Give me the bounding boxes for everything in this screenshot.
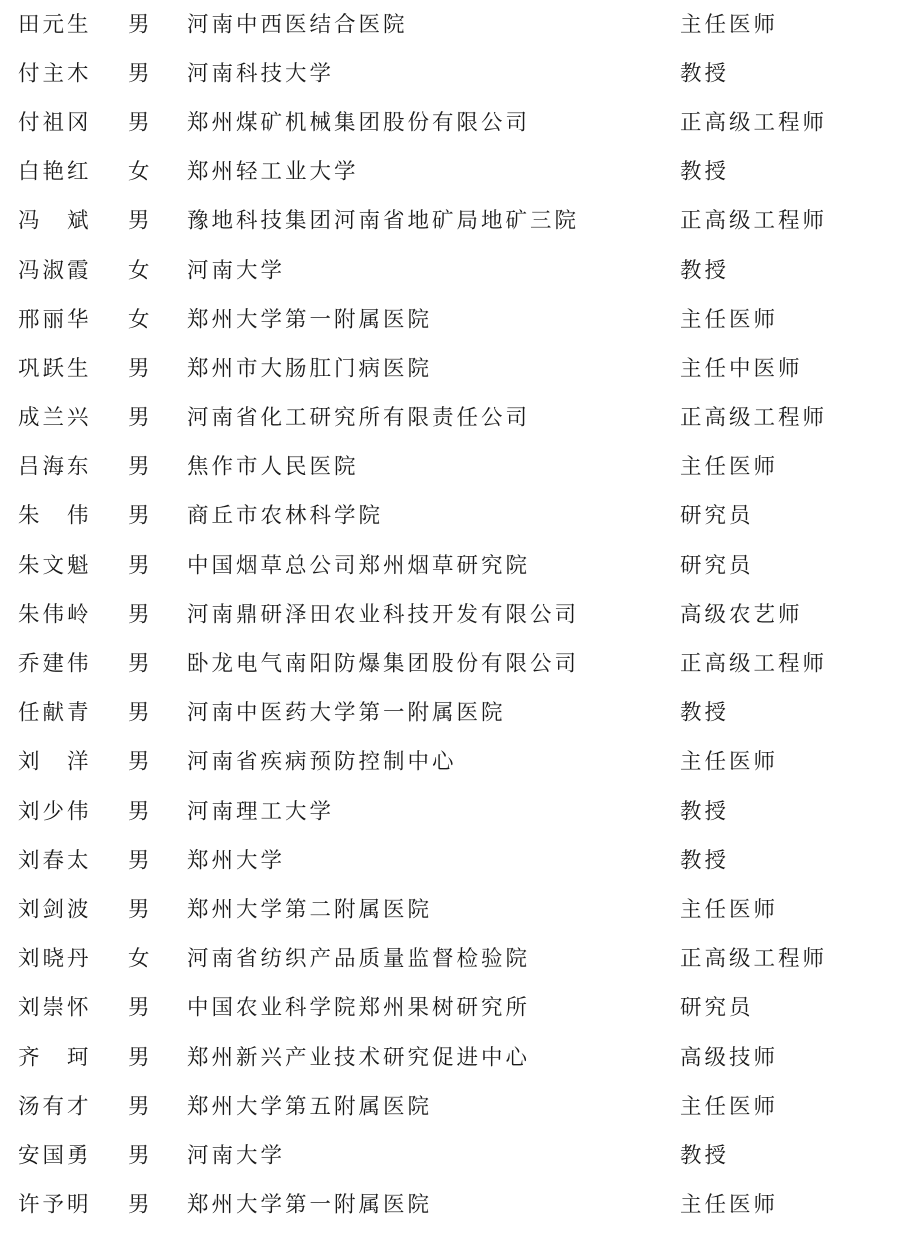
list-item	[0, 49, 900, 98]
list-item	[0, 443, 900, 492]
person-name: 冯 斌	[18, 208, 92, 234]
person-title: 高级农艺师	[680, 602, 803, 628]
person-organization: 中国农业科学院郑州果树研究所	[187, 995, 531, 1021]
person-gender: 女	[128, 159, 153, 185]
person-title: 教授	[680, 257, 730, 283]
person-title: 主任医师	[680, 1192, 779, 1218]
list-item	[0, 1033, 900, 1082]
list-item	[0, 1082, 900, 1131]
person-organization: 卧龙电气南阳防爆集团股份有限公司	[187, 651, 580, 677]
list-item	[0, 492, 900, 541]
person-organization: 郑州大学第一附属医院	[187, 1192, 433, 1218]
person-title: 教授	[680, 61, 730, 87]
person-title: 研究员	[680, 995, 754, 1021]
person-gender: 男	[128, 1192, 153, 1218]
list-item	[0, 1131, 900, 1180]
person-gender: 男	[128, 11, 153, 37]
person-name: 付主木	[18, 61, 92, 87]
person-gender: 男	[128, 110, 153, 136]
list-item	[0, 295, 900, 344]
person-name: 刘春太	[18, 848, 92, 874]
list-item	[0, 197, 900, 246]
person-organization: 河南大学	[187, 257, 286, 283]
person-title: 主任医师	[680, 749, 779, 775]
person-gender: 男	[128, 503, 153, 529]
person-name: 巩跃生	[18, 356, 92, 382]
person-organization: 郑州煤矿机械集团股份有限公司	[187, 110, 531, 136]
person-title: 主任医师	[680, 1093, 779, 1119]
person-organization: 河南省疾病预防控制中心	[187, 749, 457, 775]
person-title: 正高级工程师	[680, 651, 828, 677]
person-title: 教授	[680, 798, 730, 824]
person-name: 冯淑霞	[18, 257, 92, 283]
person-gender: 男	[128, 651, 153, 677]
person-gender: 男	[128, 848, 153, 874]
list-item	[0, 935, 900, 984]
person-title: 正高级工程师	[680, 208, 828, 234]
person-title: 高级技师	[680, 1044, 779, 1070]
person-name: 刘少伟	[18, 798, 92, 824]
list-item	[0, 1181, 900, 1230]
list-item	[0, 639, 900, 688]
person-name: 安国勇	[18, 1143, 92, 1169]
list-item	[0, 394, 900, 443]
person-organization: 郑州大学第二附属医院	[187, 897, 433, 923]
person-organization: 河南省纺织产品质量监督检验院	[187, 946, 531, 972]
person-gender: 男	[128, 405, 153, 431]
person-name: 任献青	[18, 700, 92, 726]
person-gender: 男	[128, 1093, 153, 1119]
person-title: 教授	[680, 1143, 730, 1169]
list-item	[0, 836, 900, 885]
person-organization: 郑州大学第一附属医院	[187, 306, 433, 332]
person-organization: 豫地科技集团河南省地矿局地矿三院	[187, 208, 580, 234]
person-title: 主任医师	[680, 897, 779, 923]
person-name: 白艳红	[18, 159, 92, 185]
person-name: 付祖冈	[18, 110, 92, 136]
person-organization: 中国烟草总公司郑州烟草研究院	[187, 552, 531, 578]
person-name: 乔建伟	[18, 651, 92, 677]
person-organization: 焦作市人民医院	[187, 454, 359, 480]
person-title: 主任中医师	[680, 356, 803, 382]
person-gender: 男	[128, 61, 153, 87]
person-name: 刘 洋	[18, 749, 92, 775]
person-name: 齐 珂	[18, 1044, 92, 1070]
person-title: 主任医师	[680, 11, 779, 37]
list-item	[0, 246, 900, 295]
person-organization: 河南科技大学	[187, 61, 335, 87]
person-name: 朱 伟	[18, 503, 92, 529]
person-name: 许予明	[18, 1192, 92, 1218]
person-organization: 郑州轻工业大学	[187, 159, 359, 185]
person-organization: 商丘市农林科学院	[187, 503, 384, 529]
person-organization: 河南中医药大学第一附属医院	[187, 700, 506, 726]
person-gender: 男	[128, 1143, 153, 1169]
person-organization: 河南理工大学	[187, 798, 335, 824]
person-title: 主任医师	[680, 454, 779, 480]
list-item	[0, 344, 900, 393]
person-name: 刘崇怀	[18, 995, 92, 1021]
person-organization: 郑州大学第五附属医院	[187, 1093, 433, 1119]
person-gender: 男	[128, 749, 153, 775]
person-gender: 男	[128, 208, 153, 234]
person-organization: 郑州新兴产业技术研究促进中心	[187, 1044, 531, 1070]
person-name: 邢丽华	[18, 306, 92, 332]
list-item	[0, 541, 900, 590]
person-gender: 男	[128, 995, 153, 1021]
person-gender: 女	[128, 946, 153, 972]
person-title: 研究员	[680, 503, 754, 529]
person-title: 教授	[680, 700, 730, 726]
person-organization: 河南中西医结合医院	[187, 11, 408, 37]
person-name: 成兰兴	[18, 405, 92, 431]
person-name: 吕海东	[18, 454, 92, 480]
person-gender: 男	[128, 454, 153, 480]
person-gender: 女	[128, 306, 153, 332]
person-name: 刘剑波	[18, 897, 92, 923]
person-title: 主任医师	[680, 306, 779, 332]
list-item	[0, 984, 900, 1033]
list-item	[0, 590, 900, 639]
person-gender: 男	[128, 700, 153, 726]
person-organization: 河南省化工研究所有限责任公司	[187, 405, 531, 431]
person-title: 正高级工程师	[680, 946, 828, 972]
person-gender: 男	[128, 798, 153, 824]
person-gender: 男	[128, 552, 153, 578]
list-item	[0, 148, 900, 197]
person-gender: 女	[128, 257, 153, 283]
list-item	[0, 0, 900, 49]
list-item	[0, 98, 900, 147]
person-title: 研究员	[680, 552, 754, 578]
person-title: 教授	[680, 159, 730, 185]
person-gender: 男	[128, 897, 153, 923]
person-title: 教授	[680, 848, 730, 874]
person-organization: 郑州市大肠肛门病医院	[187, 356, 433, 382]
person-gender: 男	[128, 1044, 153, 1070]
person-organization: 郑州大学	[187, 848, 286, 874]
person-name: 朱伟岭	[18, 602, 92, 628]
list-item	[0, 738, 900, 787]
list-item	[0, 885, 900, 934]
person-title: 正高级工程师	[680, 110, 828, 136]
list-item	[0, 787, 900, 836]
person-title: 正高级工程师	[680, 405, 828, 431]
person-name: 汤有才	[18, 1093, 92, 1119]
person-gender: 男	[128, 356, 153, 382]
person-name: 刘晓丹	[18, 946, 92, 972]
list-item	[0, 689, 900, 738]
person-organization: 河南大学	[187, 1143, 286, 1169]
person-name: 田元生	[18, 11, 92, 37]
person-name: 朱文魁	[18, 552, 92, 578]
person-gender: 男	[128, 602, 153, 628]
person-organization: 河南鼎研泽田农业科技开发有限公司	[187, 602, 580, 628]
